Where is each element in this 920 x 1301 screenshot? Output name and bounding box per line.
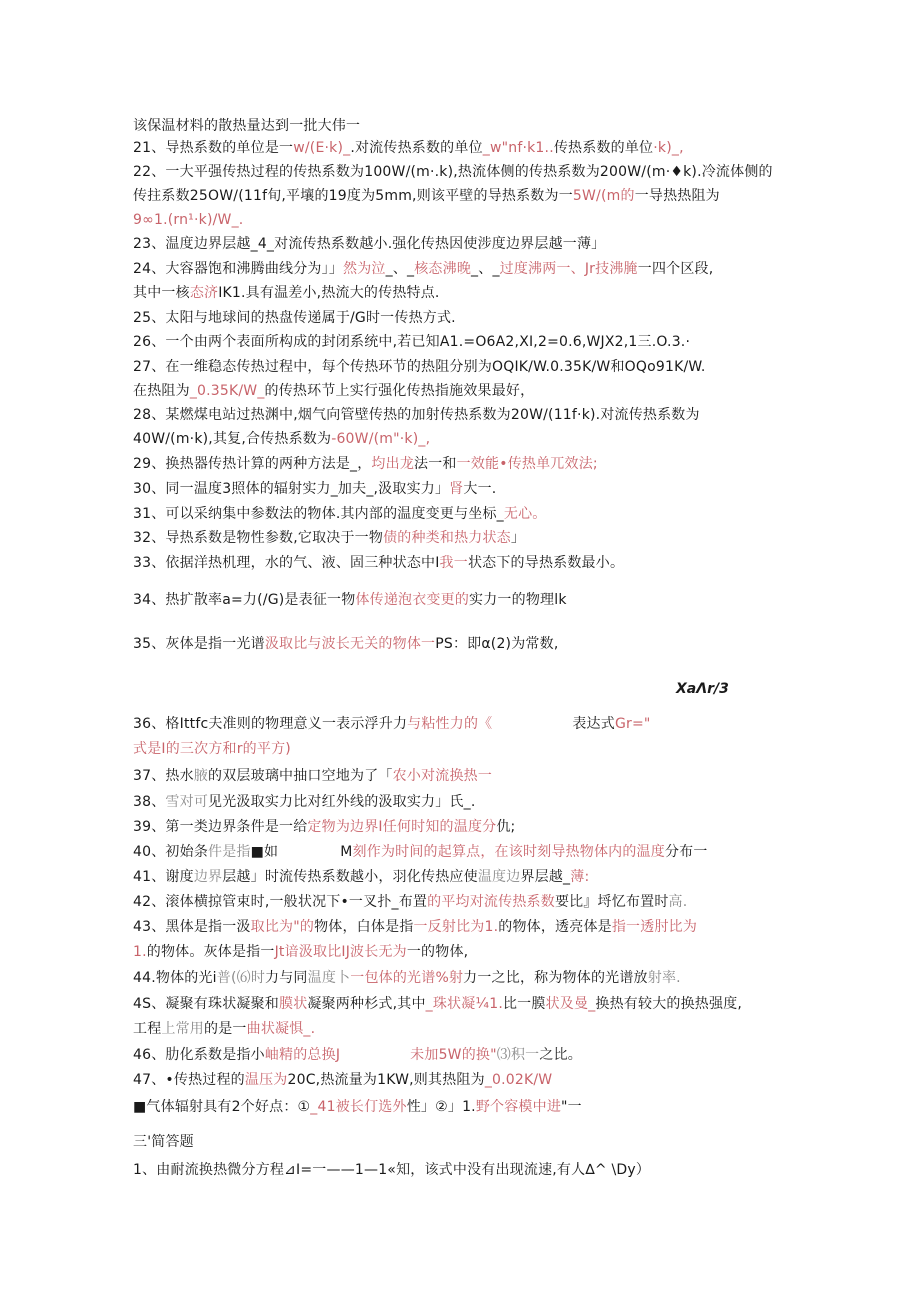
text-line-l38	[133, 792, 475, 812]
answer-text: Gr="	[614, 716, 651, 732]
body-text: 上常用	[161, 1021, 205, 1037]
body-text: 实力一的物理lk	[469, 592, 567, 608]
answer-text: 曲状凝惧_.	[246, 1021, 316, 1037]
answer-text: 过度沸两一、Jr技沸腌	[499, 261, 638, 277]
answer-text: w/(E·k)_	[293, 140, 351, 156]
body-text: 的传热环节上实行强化传热指施效果最好，	[264, 383, 535, 399]
body-text: 24、大容器饱和沸腾曲线分为」」	[133, 261, 344, 277]
text-line-l45b	[133, 1019, 315, 1039]
body-text: 21、导热系数的单位是一	[133, 140, 294, 156]
text-line-l40	[133, 842, 708, 862]
body-text: 一四个区段,	[637, 261, 714, 277]
body-text: 一的物体,	[406, 944, 469, 960]
body-text: 一导热热阻为	[634, 188, 720, 204]
body-text: 47、•传热过程的	[133, 1072, 245, 1088]
answer-text: 然为泣	[343, 261, 386, 277]
answer-text: 的平均对流传热系数	[427, 894, 555, 910]
body-text: 边界	[193, 869, 223, 885]
answer-text: _w"nf·k1..	[482, 140, 554, 156]
answer-text: _41被长仃选外	[310, 1099, 407, 1115]
text-line-l33	[133, 553, 624, 573]
body-text: IK1.具有温差小,热流大的传热特点.	[218, 285, 440, 301]
body-text: 27、在一维稳态传热过程中，每个传热环节的热阻分别为OQIK/W.0.35K/W和OQo91K/W.	[133, 359, 706, 375]
formula-fragment: XaΛr/3	[676, 681, 729, 697]
text-line-l48	[133, 1097, 582, 1117]
answer-text: 薄:	[570, 869, 590, 885]
body-text: 法一和	[414, 456, 457, 472]
body-text: 大一.	[463, 481, 497, 497]
body-text: 40、初始条	[133, 844, 209, 860]
text-line-l43a	[133, 917, 697, 937]
body-text: 高.	[668, 894, 688, 910]
text-line-l36a	[133, 714, 651, 734]
body-text: 38、	[133, 794, 166, 810]
body-text: 腋	[193, 768, 209, 784]
body-text: 之比。	[539, 1047, 582, 1063]
body-text: 28、某燃煤电站过热渊中,烟气向管壁传热的加射传热系数为20W/(11f·k).对流传热系数为	[133, 407, 700, 423]
body-text: 的物体。灰体是指一	[146, 944, 275, 960]
body-text: 20C,热流量为1KW,则其热阻为	[287, 1072, 485, 1088]
body-text: 见光汲取实力比对红外线的汲取实力」氏_.	[208, 794, 476, 810]
text-line-l26	[133, 332, 690, 352]
answer-text: _0.35K/W_	[189, 383, 265, 399]
body-text: 的双层玻璃中抽口空地为了「	[208, 768, 393, 784]
answer-text: 一效能•传热单兀效法;	[456, 456, 598, 472]
body-text: 46、肋化系数是指小	[133, 1047, 265, 1063]
text-line-sec3	[133, 1132, 194, 1152]
body-text: 31、可以采纳集中参数法的物体.其内部的温度变更与坐标_	[133, 506, 504, 522]
answer-text: 岫精的总换J	[264, 1047, 341, 1063]
body-text: 26、一个由两个表面所构成的封闭系统中,若已知A1.=O6A2,XI,2=0.6,WJX2,1三.O.3.·	[133, 334, 691, 350]
text-line-l25	[133, 308, 456, 328]
text-line-l34	[133, 590, 567, 610]
text-line-l24b	[133, 283, 440, 303]
body-text: 层越」时流传热系数越小，羽化传热应使	[222, 869, 478, 885]
answer-text: Jt谙汲取比IJ波长无为	[274, 944, 407, 960]
body-text: ■气体辐射具有2个好点：①	[133, 1099, 311, 1115]
answer-text: 状及曼_	[545, 996, 596, 1012]
body-text: 凝聚两种杉式,其中	[307, 996, 426, 1012]
answer-text: 与粘性力的《	[407, 716, 493, 732]
text-line-l29	[133, 454, 598, 474]
text-line-l21	[133, 138, 684, 158]
body-text: 分布一	[664, 844, 708, 860]
text-line-l27a	[133, 357, 705, 377]
answer-text: 式是I的三次方和r的平方)	[133, 741, 291, 757]
answer-text: 农小对流换热一	[392, 768, 493, 784]
text-line-l42	[133, 892, 687, 912]
text-line-l44	[133, 968, 681, 988]
answer-text: 温压为	[244, 1072, 288, 1088]
body-text: 工程	[133, 1021, 162, 1037]
answer-text: 均出龙	[371, 456, 415, 472]
answer-text: 刻作为时间的起算点，在该时刻导热物体内的温度	[352, 844, 665, 860]
text-line-l43b	[133, 942, 468, 962]
text-line-l22c	[133, 210, 243, 230]
body-text: 性」②」1.	[406, 1099, 476, 1115]
body-text: 传拄系数25OW/(11f旬,平壤的19度为5mm,则该平壁的导热系数为一	[133, 188, 573, 204]
text-line-l30	[133, 479, 496, 499]
body-text: 41、谢度	[133, 869, 194, 885]
body-text: 三'简答题	[133, 1134, 194, 1150]
text-line-l37	[133, 766, 492, 786]
body-text: 界层越_	[520, 869, 571, 885]
body-text: 4S、凝聚有珠状凝聚和	[133, 996, 279, 1012]
body-text: 传热系数的单位	[553, 140, 654, 156]
body-text: 33、依据洋热机理，水的气、液、固三种状态中I	[133, 555, 440, 571]
answer-text: 一反射比为1.	[413, 919, 499, 935]
body-text: .对流传热系数的单位	[350, 140, 483, 156]
text-line-l31	[133, 504, 546, 524]
body-text: 状态下的导热系数最小。	[467, 555, 625, 571]
body-text: 表达式	[572, 716, 615, 732]
text-line-l41	[133, 867, 589, 887]
body-text: 1、由耐流换热微分方程⊿I=一——1—1«知，该式中没有出现流速,有人∆^ \Dy）	[133, 1162, 651, 1178]
body-text: 仇;	[496, 819, 516, 835]
body-text: 的是一	[204, 1021, 247, 1037]
answer-text: 一包体的光谱%射	[350, 970, 464, 986]
body-text: 23、温度边界层越_4_对流传热系数越小.强化传热因使涉度边界层越一薄」	[133, 236, 606, 252]
body-text: 44.物体的光i	[133, 970, 217, 986]
body-text: 43、黑体是指一汲	[133, 919, 251, 935]
body-text: 其中一核	[133, 285, 190, 301]
body-text: 29、换热器传热计算的两种方法是_，	[133, 456, 372, 472]
body-text: 该保温材料的散热量达到一批大伟一	[133, 118, 361, 134]
body-text: 温度边	[477, 869, 521, 885]
body-text: PS：即α(2)为常数,	[435, 636, 559, 652]
answer-text: 汲取比与波长无关的物体一	[264, 636, 436, 652]
body-text: 射率.	[647, 970, 681, 986]
text-line-l27b	[133, 381, 534, 401]
body-text: 40W/(m·k),其复,合传热系数为	[133, 431, 332, 447]
body-text: 比一膜	[502, 996, 546, 1012]
body-text: 30、同一温度3照体的辐射实力_加夫_,汲取实力」	[133, 481, 450, 497]
answer-text: _珠状凝¼1.	[425, 996, 503, 1012]
text-line-l22a	[133, 162, 773, 182]
body-text: 37、热水	[133, 768, 194, 784]
answer-text: 肾	[449, 481, 464, 497]
answer-text: ·k)_,	[653, 140, 684, 156]
body-text: 雪对可	[165, 794, 209, 810]
text-line-l22b	[133, 186, 720, 206]
answer-text: 我一	[439, 555, 468, 571]
answer-text: 野个容模中进	[475, 1099, 562, 1115]
text-line-l35	[133, 634, 558, 654]
text-line-l23	[133, 234, 605, 254]
body-text: 」	[510, 530, 526, 546]
answer-text: 无心。	[503, 506, 547, 522]
body-text: 要比』埒忆布置时	[554, 894, 669, 910]
text-line-l0	[133, 116, 360, 136]
body-text: 25、太阳与地球间的热盘传递属于/G时一传热方式.	[133, 310, 456, 326]
answer-text: 核态沸晚	[414, 261, 472, 277]
text-line-l28a	[133, 405, 700, 425]
body-text: ⑶积一	[496, 1047, 540, 1063]
body-text: 力一之比，称为物体的光谱放	[463, 970, 648, 986]
body-text: 力与同	[265, 970, 308, 986]
body-text: 温度卜	[307, 970, 351, 986]
body-text: 在热阻为	[133, 383, 190, 399]
body-text: 35、灰体是指一光谱	[133, 636, 265, 652]
text-line-q1	[133, 1160, 650, 1180]
body-text: 件是指	[208, 844, 251, 860]
body-text: M	[340, 844, 353, 860]
answer-text: 债的种类和热力状态	[383, 530, 511, 546]
body-text: 32、导热系数是物性参数,它取决于一物	[133, 530, 384, 546]
text-line-l45a	[133, 994, 742, 1014]
body-text: 物体，白体是指	[314, 919, 414, 935]
text-line-l46	[133, 1045, 582, 1065]
body-text: 22、一大平强传热过程的传热系数为100W/(m·.k),热流体侧的传热系数为200W/(m·♦k).冷流体侧的	[133, 164, 773, 180]
body-text: _、_	[471, 261, 500, 277]
body-text: 39、第一类边界条件是一给	[133, 819, 308, 835]
answer-text: 指一透肘比为	[611, 919, 698, 935]
text-line-l24a	[133, 259, 713, 279]
body-text: "一	[561, 1099, 582, 1115]
answer-text: 未加5W的换"	[410, 1047, 497, 1063]
body-text: _、_	[385, 261, 415, 277]
text-line-l32	[133, 528, 525, 548]
body-text: 普(⑹时	[216, 970, 266, 986]
answer-text: 膜状	[279, 996, 308, 1012]
text-line-l47	[133, 1070, 552, 1090]
answer-text: 1.	[133, 944, 147, 960]
body-text: 的物体，透亮体是	[498, 919, 612, 935]
answer-text: 体传递泡衣变更的	[355, 592, 470, 608]
body-text: 42、滚体横掠管束时,一般状况下•一叉扑_布置	[133, 894, 428, 910]
answer-text: 9∞1.(rn¹·k)/W_.	[133, 212, 244, 228]
answer-text: -60W/(m"·k)_,	[331, 431, 431, 447]
answer-text: _0.02K/W	[484, 1072, 553, 1088]
text-line-l28b	[133, 429, 430, 449]
answer-text: 取比为"的	[250, 919, 315, 935]
answer-text: 定物为边界I任何时知的温度分	[307, 819, 497, 835]
text-line-l39	[133, 817, 515, 837]
text-line-l36b	[133, 739, 291, 759]
body-text: 34、热扩散率a=力(/G)是表征一物	[133, 592, 356, 608]
body-text: 36、格Ittfc夫准则的物理意义一表示浮升力	[133, 716, 408, 732]
answer-text: 态济	[189, 285, 219, 301]
answer-text: 5W/(m的	[572, 188, 635, 204]
body-text: ■如	[250, 844, 279, 860]
body-text: 换热有较大的换热强度,	[595, 996, 743, 1012]
